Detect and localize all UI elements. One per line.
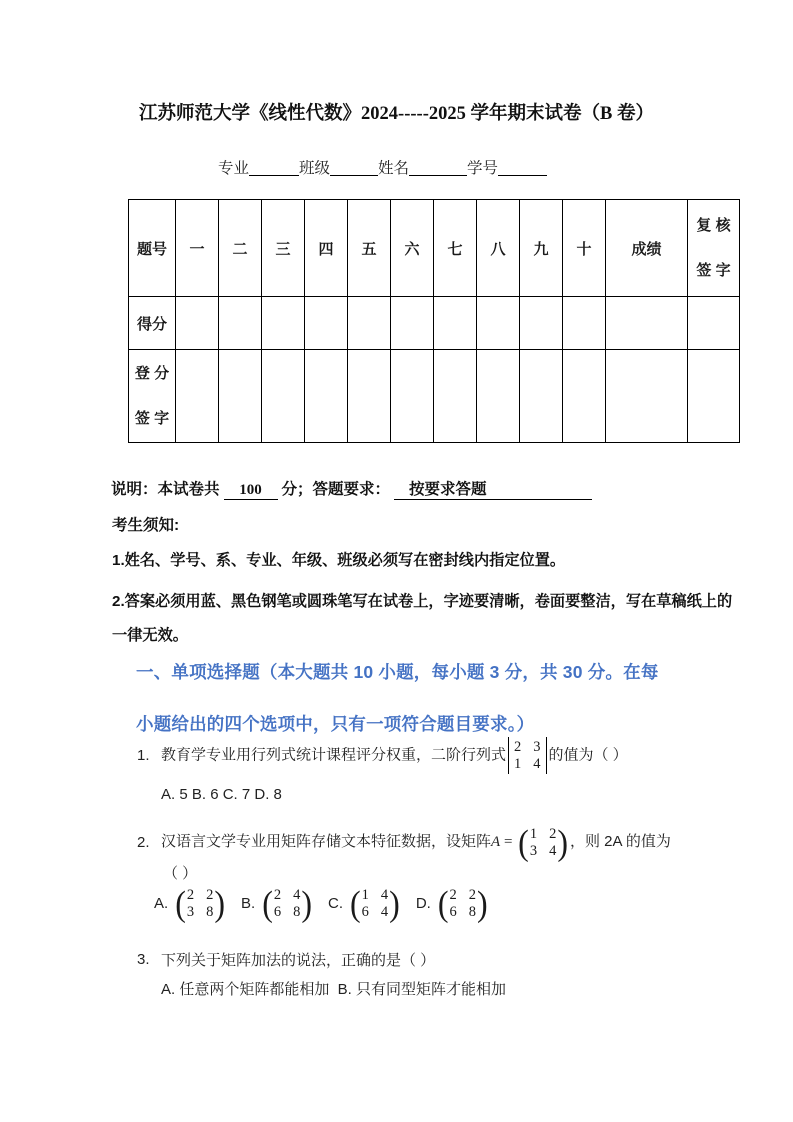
- review-sign-col-header: [688, 200, 740, 297]
- score-cell: [477, 297, 520, 350]
- col-7: 七: [434, 200, 477, 297]
- class-blank: [330, 157, 378, 176]
- review-line1: 复 核: [696, 217, 731, 234]
- requirement-blank: 按要求答题: [394, 477, 592, 500]
- score-cell: [176, 297, 219, 350]
- sign-cell: [305, 350, 348, 443]
- score-cell: [262, 297, 305, 350]
- option-A-cells: [187, 887, 214, 920]
- score-cell: [688, 297, 740, 350]
- notice-title: 考生须知:: [112, 517, 180, 534]
- sign-row-label: [129, 350, 176, 443]
- student-id-label: 学号: [467, 160, 499, 177]
- option-D-label: D.: [415, 894, 431, 912]
- score-table: [128, 199, 740, 443]
- option-C-label: C.: [328, 894, 343, 912]
- matrix-cell: ( 2: [186, 886, 195, 903]
- question-3-options: A. 任意两个矩阵都能相加 B. 只有同型矩阵才能相加: [161, 981, 507, 998]
- student-info-line: [218, 156, 547, 178]
- matrix-cell: 8: [468, 903, 476, 920]
- question-1-after: 的值为（ ）: [548, 745, 628, 763]
- question-1: [137, 733, 628, 777]
- option-B-cells: [274, 887, 301, 920]
- det-cell: 4: [533, 755, 541, 772]
- sign-cell: [391, 350, 434, 443]
- matrix-cell: ( 2: [273, 886, 282, 903]
- question-2-text: [161, 825, 671, 859]
- determinant-2x2: [508, 737, 547, 774]
- score-cell: [219, 297, 262, 350]
- question-2-after: ，则 2A 的值为: [569, 832, 671, 850]
- col-3: 三: [262, 200, 305, 297]
- score-cell: [305, 297, 348, 350]
- sign-line2: 签 字: [134, 410, 170, 427]
- score-cell: [348, 297, 391, 350]
- col-2: 二: [219, 200, 262, 297]
- sign-line1: 登 分: [134, 365, 170, 382]
- col-6: 六: [391, 200, 434, 297]
- matrix-cell: 4: [380, 886, 389, 903]
- sign-cell: [176, 350, 219, 443]
- det-cell: 3: [533, 738, 541, 755]
- option-D: [416, 886, 490, 920]
- matrix-cell: 4: [549, 842, 557, 859]
- sign-cell: [563, 350, 606, 443]
- sign-cell: [262, 350, 305, 443]
- score-row: [129, 297, 740, 350]
- sign-cell: [606, 350, 688, 443]
- question-1-text: [161, 737, 628, 774]
- question-3-number: 3.: [137, 950, 150, 968]
- score-col-header: 成绩: [606, 200, 688, 297]
- option-B-label: B.: [241, 894, 256, 912]
- matrix-cell: 6: [273, 903, 282, 920]
- question-3: [137, 947, 435, 971]
- determinant-cells: [508, 737, 547, 774]
- question-1-number: 1.: [137, 746, 150, 764]
- question-3-text: 下列关于矩阵加法的说法，正确的是（ ）: [161, 951, 436, 969]
- sign-cell: [219, 350, 262, 443]
- option-B: [241, 886, 314, 920]
- matrix-cell: 4: [293, 886, 301, 903]
- equals-sign: =: [500, 833, 517, 850]
- name-blank: [409, 157, 467, 176]
- note-prefix: 说明：本试卷共: [111, 481, 220, 498]
- score-table-header-row: [129, 200, 740, 297]
- matrix-cell: 2: [549, 825, 557, 842]
- score-row-label: 得分: [129, 297, 176, 350]
- sign-cell: [348, 350, 391, 443]
- corner-cell: 题号: [129, 200, 176, 297]
- score-cell: [520, 297, 563, 350]
- col-1: 一: [176, 200, 219, 297]
- sign-row: [129, 350, 740, 443]
- matrix-cell: 6: [361, 903, 369, 920]
- matrix-variable-A: A: [491, 833, 501, 850]
- notice-item-2: 2.答案必须用蓝、黑色钢笔或圆珠笔写在试卷上，字迹要清晰，卷面要整洁，写在草稿纸上的一律无效。: [112, 593, 733, 644]
- major-label: 专业: [218, 160, 250, 177]
- exam-note-line: [111, 477, 592, 500]
- matrix-cell: ( 1: [361, 886, 369, 903]
- sign-cell: [688, 350, 740, 443]
- matrix-cell: 2: [206, 886, 214, 903]
- question-2-continuation: （ ）: [163, 865, 198, 882]
- sign-cell: [477, 350, 520, 443]
- option-C-matrix: [350, 886, 400, 920]
- question-2-number: 2.: [137, 833, 150, 851]
- matrix-cell: ( 1: [529, 825, 538, 842]
- student-id-blank: [498, 157, 547, 176]
- question-2: [137, 818, 671, 866]
- sign-cell: [434, 350, 477, 443]
- question-1-options: A. 5 B. 6 C. 7 D. 8: [161, 786, 282, 803]
- note-middle: 分；答题要求：: [281, 481, 391, 498]
- matrix-cell: 6: [449, 903, 457, 920]
- col-4: 四: [305, 200, 348, 297]
- question-2-before: 汉语言文学专业用矩阵存储文本特征数据，设矩阵: [161, 832, 492, 850]
- det-cell: 2: [514, 738, 522, 755]
- page-title: 江苏师范大学《线性代数》2024-----2025 学年期末试卷（B 卷）: [139, 104, 654, 124]
- section-1-heading: 一、单项选择题（本大题共 10 小题，每小题 3 分，共 30 分。在每小题给出的四个选项中，只有一项符合题目要求。）: [136, 662, 659, 734]
- question-1-before: 教育学专业用行列式统计课程评分权重，二阶行列式: [161, 745, 507, 763]
- matrix-cell: 8: [293, 903, 301, 920]
- score-cell: [434, 297, 477, 350]
- matrix-cell: 3: [529, 842, 538, 859]
- major-blank: [249, 157, 299, 176]
- det-cell: 1: [514, 755, 522, 772]
- col-9: 九: [520, 200, 563, 297]
- matrix-cell: 3: [186, 903, 195, 920]
- option-C: [328, 886, 402, 920]
- question-2-options: [154, 886, 490, 920]
- matrix-cell: ( 2: [449, 886, 457, 903]
- points-blank: 100: [224, 482, 278, 500]
- option-D-cells: [449, 887, 476, 920]
- option-A: [154, 886, 227, 920]
- option-A-matrix: [175, 886, 225, 920]
- name-label: 姓名: [378, 160, 410, 177]
- matrix-A-cells: [530, 826, 557, 859]
- sign-cell: [520, 350, 563, 443]
- col-8: 八: [477, 200, 520, 297]
- score-cell: [563, 297, 606, 350]
- col-10: 十: [563, 200, 606, 297]
- matrix-cell: 8: [206, 903, 214, 920]
- review-line2: 签 字: [696, 262, 731, 279]
- option-A-label: A.: [154, 894, 169, 912]
- class-label: 班级: [299, 160, 331, 177]
- matrix-A: [518, 825, 568, 859]
- notice-item-1: 1.姓名、学号、系、专业、年级、班级必须写在密封线内指定位置。: [112, 552, 566, 569]
- score-cell: [391, 297, 434, 350]
- option-C-cells: [362, 887, 389, 920]
- matrix-cell: 2: [468, 886, 476, 903]
- score-cell: [606, 297, 688, 350]
- option-B-matrix: [262, 886, 312, 920]
- matrix-cell: 4: [380, 903, 389, 920]
- col-5: 五: [348, 200, 391, 297]
- option-D-matrix: [438, 886, 488, 920]
